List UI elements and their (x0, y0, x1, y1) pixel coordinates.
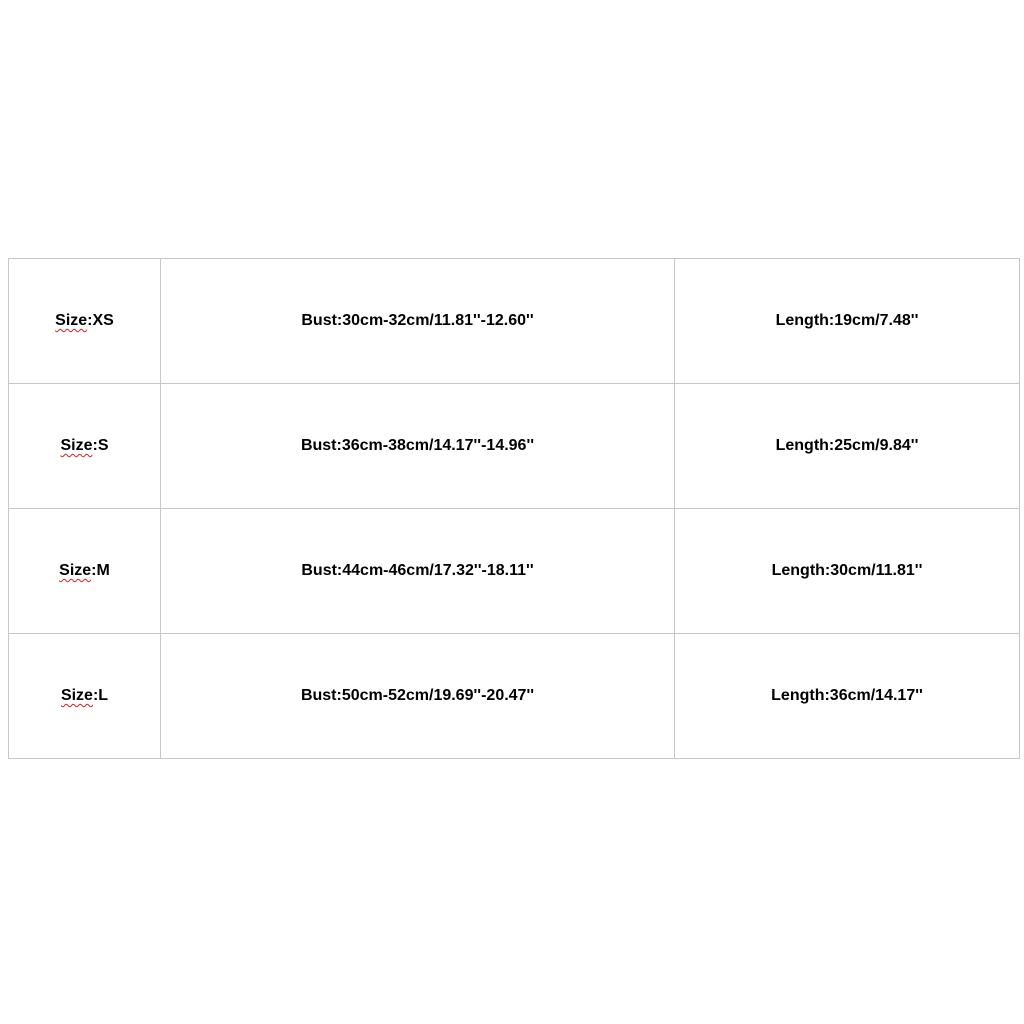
size-value: :L (92, 687, 109, 704)
size-cell (9, 259, 161, 384)
bust-cell: Bust:44cm-46cm/17.32''-18.11'' (161, 509, 675, 634)
size-label: Size (60, 437, 93, 454)
size-label: Size (60, 687, 93, 704)
bust-cell: Bust:30cm-32cm/11.81''-12.60'' (161, 259, 675, 384)
table-row (9, 634, 1020, 759)
size-cell (9, 509, 161, 634)
size-cell (9, 384, 161, 509)
length-cell: Length:36cm/14.17'' (675, 634, 1020, 759)
size-label: Size (55, 312, 88, 329)
length-cell: Length:30cm/11.81'' (675, 509, 1020, 634)
size-cell (9, 634, 161, 759)
bust-cell: Bust:50cm-52cm/19.69''-20.47'' (161, 634, 675, 759)
length-cell: Length:25cm/9.84'' (675, 384, 1020, 509)
length-cell: Length:19cm/7.48'' (675, 259, 1020, 384)
size-label: Size (59, 562, 92, 579)
table-row (9, 384, 1020, 509)
bust-cell: Bust:36cm-38cm/14.17''-14.96'' (161, 384, 675, 509)
size-value: :S (92, 437, 109, 454)
table-row (9, 259, 1020, 384)
size-value: :XS (87, 312, 114, 329)
size-chart-table (8, 258, 1020, 759)
size-value: :M (91, 562, 110, 579)
table-row (9, 509, 1020, 634)
